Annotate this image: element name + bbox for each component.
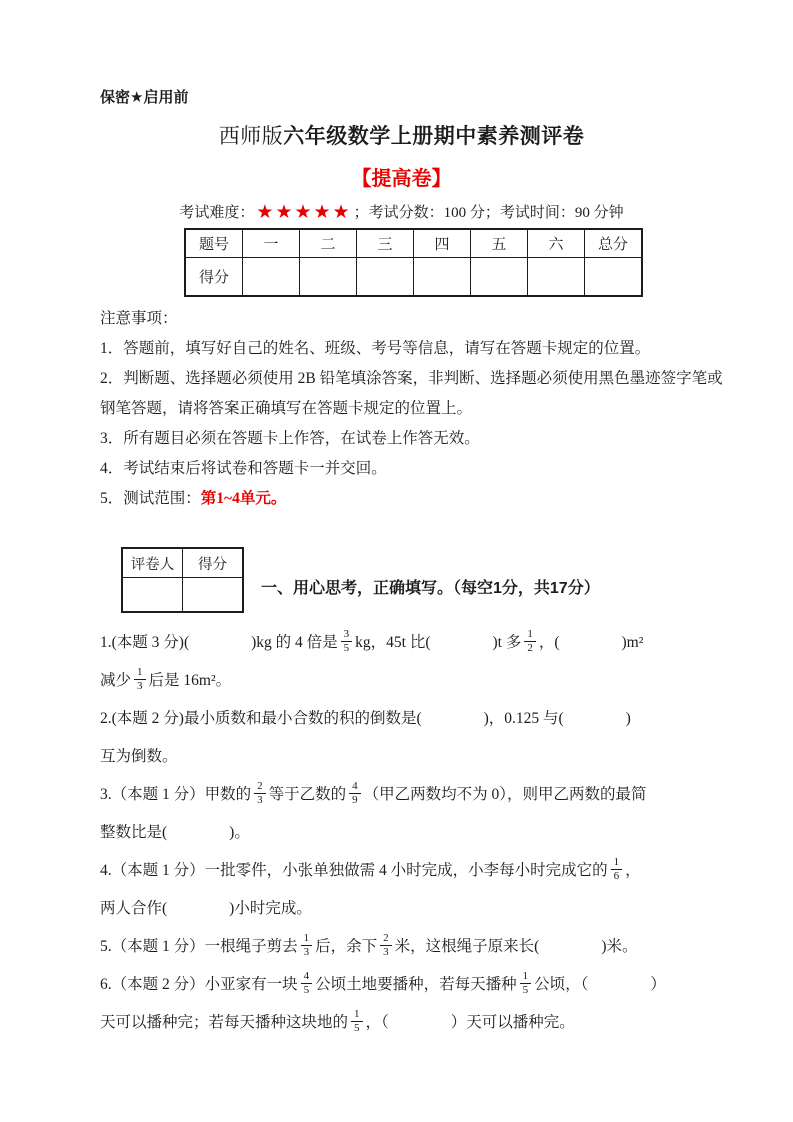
text-segment: 2．判断题、选择题必须使用 2B 铅笔填涂答案，非判断、选择题必须使用黑色墨迹签字笔或 [100, 370, 723, 387]
text-segment: （甲乙两数均不为 0），则甲乙两数的最简 [363, 786, 647, 803]
difficulty-stars-icon: ★★★★★ [256, 202, 352, 223]
text-segment: 整数比是( )。 [100, 824, 250, 841]
exam-info-details: ；考试分数：100 分；考试时间：90 分钟 [353, 205, 624, 221]
score-table-cell: 四 [414, 229, 471, 258]
text-segment: 1.(本题 3 分)( )kg 的 4 倍是 [100, 634, 338, 651]
notes-line [100, 364, 723, 394]
question-5-line [100, 928, 703, 966]
grader-score-box [121, 547, 244, 613]
score-table-cell: 二 [300, 229, 357, 258]
score-table-cell [528, 258, 585, 297]
fraction: $\frac{2}{3}$ [254, 780, 266, 807]
text-segment: 互为倒数。 [100, 748, 178, 765]
questions-section [100, 624, 703, 1042]
score-table-cell [300, 258, 357, 297]
text-segment: kg，45t 比( )t 多 [355, 634, 522, 651]
text-segment: ，( )m² [538, 634, 644, 651]
text-segment: ，（ ）天可以播种完。 [365, 1014, 575, 1031]
fraction: $\frac{1}{2}$ [524, 628, 536, 655]
security-notice: 保密★启用前 [100, 89, 189, 106]
fraction: $\frac{3}{5}$ [341, 628, 353, 655]
fraction: $\frac{1}{5}$ [351, 1008, 363, 1035]
question-6-line [100, 966, 703, 1004]
fraction: $\frac{1}{3}$ [134, 666, 146, 693]
text-segment: 钢笔答题，请将答案正确填写在答题卡规定的位置上。 [100, 400, 473, 417]
text-segment: 天可以播种完；若每天播种这块地的 [100, 1014, 349, 1031]
text-segment: 两人合作( )小时完成。 [100, 900, 312, 917]
text-segment: 1．答题前，填写好自己的姓名、班级、考号等信息，请写在答题卡规定的位置。 [100, 340, 651, 357]
title-prefix: 西师版 [218, 125, 284, 148]
text-segment: ， [625, 862, 641, 879]
text-segment: 第1~4单元。 [200, 490, 287, 507]
score-table-cell: 一 [243, 229, 300, 258]
score-table-cell: 三 [357, 229, 414, 258]
score-table-cell [243, 258, 300, 297]
grader-row [121, 547, 703, 613]
notes-section [100, 304, 723, 514]
score-table-cell [585, 258, 643, 297]
notes-line [100, 334, 703, 364]
grader-box-cell: 评卷人 [122, 548, 183, 578]
text-segment: 3．所有题目必须在答题卡上作答，在试卷上作答无效。 [100, 430, 480, 447]
question-2-line [100, 738, 703, 776]
question-4-line [100, 890, 703, 928]
fraction: $\frac{2}{3}$ [380, 932, 392, 959]
text-segment: 等于乙数的 [268, 786, 347, 803]
text-segment: 减少 [100, 672, 132, 689]
text-segment: 注意事项： [100, 310, 178, 327]
grader-box-cell [183, 578, 244, 613]
score-table-cell: 五 [471, 229, 528, 258]
text-segment: 后，余下 [315, 938, 378, 955]
text-segment: 后是 16m²。 [148, 672, 232, 689]
score-table-cell [471, 258, 528, 297]
question-1-line [100, 624, 703, 662]
notes-line [100, 304, 703, 334]
fraction: $\frac{1}{5}$ [520, 970, 532, 997]
text-segment: 5．测试范围： [100, 490, 201, 507]
notes-line [100, 424, 703, 454]
question-4-line [100, 852, 703, 890]
text-segment: 4.（本题 1 分）一批零件，小张单独做需 4 小时完成，小李每小时完成它的 [100, 862, 608, 879]
text-segment: 米，这根绳子原来长( )米。 [394, 938, 638, 955]
score-table-cell: 得分 [185, 258, 243, 297]
score-table-cell: 总分 [585, 229, 643, 258]
fraction: $\frac{4}{9}$ [349, 780, 361, 807]
score-table-cell [414, 258, 471, 297]
fraction: $\frac{4}{5}$ [301, 970, 313, 997]
score-table [184, 228, 643, 297]
grader-box-cell [122, 578, 183, 613]
section-1-heading: 一、用心思考，正确填写。（每空1分，共17分） [261, 579, 600, 597]
score-table-cell: 六 [528, 229, 585, 258]
difficulty-label: 考试难度： [179, 205, 255, 221]
text-segment: 公顷土地要播种，若每天播种 [315, 976, 517, 993]
text-segment: 4．考试结束后将试卷和答题卡一并交回。 [100, 460, 387, 477]
page-title [100, 120, 703, 150]
question-1-line [100, 662, 703, 700]
text-segment: 5.（本题 1 分）一根绳子剪去 [100, 938, 298, 955]
question-2-line [100, 700, 703, 738]
title-main: 六年级数学上册期中素养测评卷 [283, 125, 585, 148]
score-table-cell: 题号 [185, 229, 243, 258]
text-segment: 公顷，（ ） [534, 976, 666, 993]
fraction: $\frac{1}{6}$ [611, 856, 623, 883]
notes-line [100, 394, 703, 424]
question-6-line [100, 1004, 703, 1042]
text-segment: 3.（本题 1 分）甲数的 [100, 786, 252, 803]
fraction: $\frac{1}{3}$ [301, 932, 313, 959]
text-segment: 6.（本题 2 分）小亚家有一块 [100, 976, 298, 993]
question-3-line [100, 814, 703, 852]
exam-info-line [100, 200, 703, 223]
notes-line [100, 484, 703, 514]
notes-line [100, 454, 703, 484]
text-segment: 2.(本题 2 分)最小质数和最小合数的积的倒数是( )，0.125 与( ) [100, 710, 631, 727]
score-table-cell [357, 258, 414, 297]
paper-type-label: 【提高卷】 [351, 168, 452, 190]
question-3-line [100, 776, 703, 814]
grader-box-cell: 得分 [183, 548, 244, 578]
